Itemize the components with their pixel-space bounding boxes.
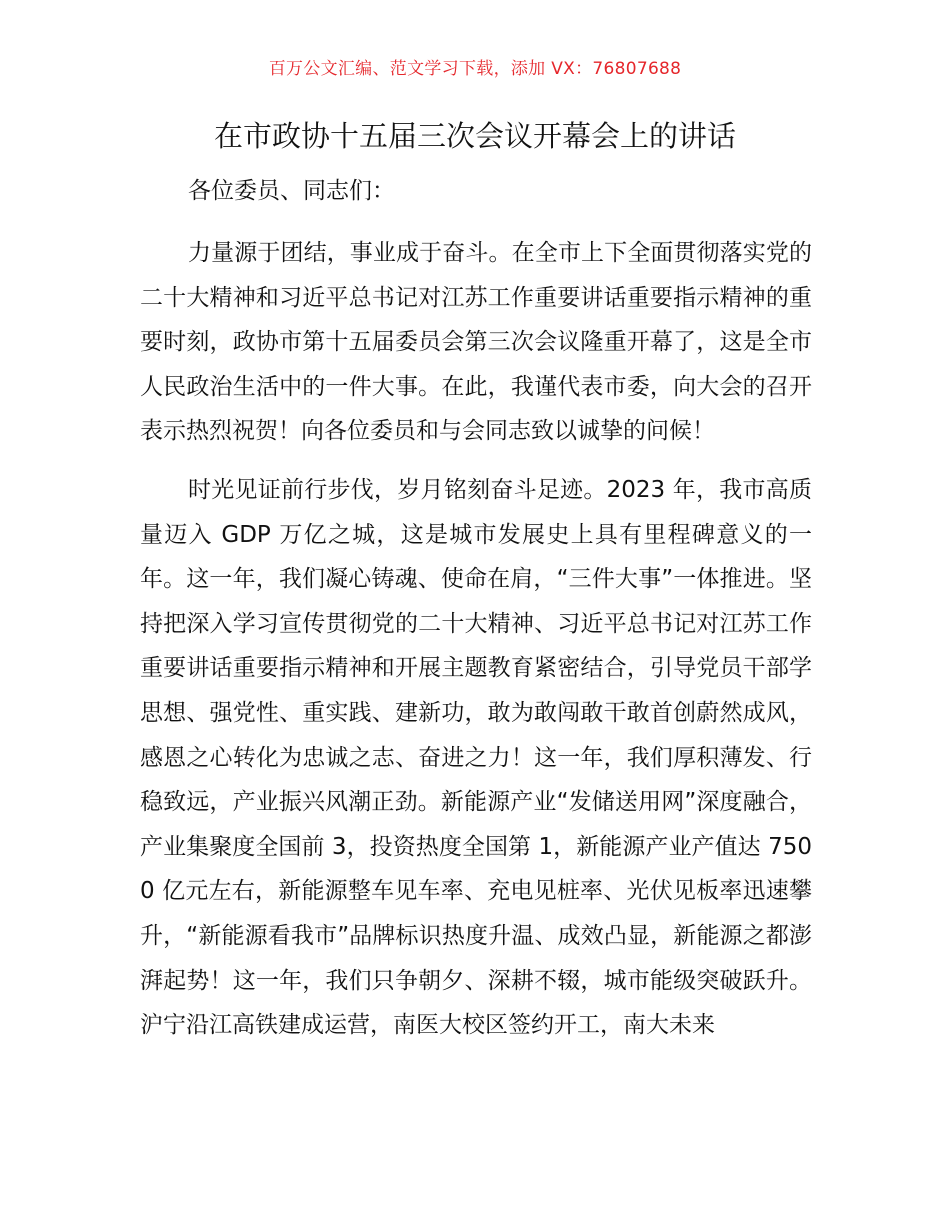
paragraph-2: 时光见证前行步伐，岁月铭刻奋斗足迹。2023 年，我市高质量迈入 GDP 万亿之城，这是城市发展史上具有里程碑意义的一年。这一年，我们凝心铸魂、使命在肩，“三件大事”一体推进。坚持把深入学习宣传贯彻党的二十大精神、习近平总书记对江苏工作重要讲话重要指示精神和开展主题教育紧密结合，引导党员干部学思想、强党性、重实践、建新功，敢为敢闯敢干敢首创蔚然成风，感恩之心转化为忠诚之志、奋进之力！这一年，我们厚积薄发、行稳致远，产业振兴风潮正劲。新能源产业“发储送用网”深度融合，产业集聚度全国前 3，投资热度全国第 1，新能源产业产值达 7500 亿元左右，新能源整车见车率、充电见桩率、光伏见板率迅速攀升，“新能源看我市”品牌标识热度升温、成效凸显，新能源之都澎湃起势！这一年，我们只争朝夕、深耕不辍，城市能级突破跃升。沪宁沿江高铁建成运营，南医大校区签约开工，南大未来 — [140, 476, 812, 1039]
document-body — [140, 169, 812, 1062]
paragraph-1: 力量源于团结，事业成于奋斗。在全市上下全面贯彻落实党的二十大精神和习近平总书记对江苏工作重要讲话重要指示精神的重要时刻，政协市第十五届委员会第三次会议隆重开幕了，这是全市人民政治生活中的一件大事。在此，我谨代表市委，向大会的召开表示热烈祝贺！向各位委员和与会同志致以诚挚的问候！ — [140, 240, 812, 445]
salutation: 各位委员、同志们： — [188, 178, 395, 204]
header-watermark: 百万公文汇编、范文学习下载，添加 VX：76807688 — [268, 59, 682, 79]
document-title: 在市政协十五届三次会议开幕会上的讲话 — [213, 119, 736, 153]
